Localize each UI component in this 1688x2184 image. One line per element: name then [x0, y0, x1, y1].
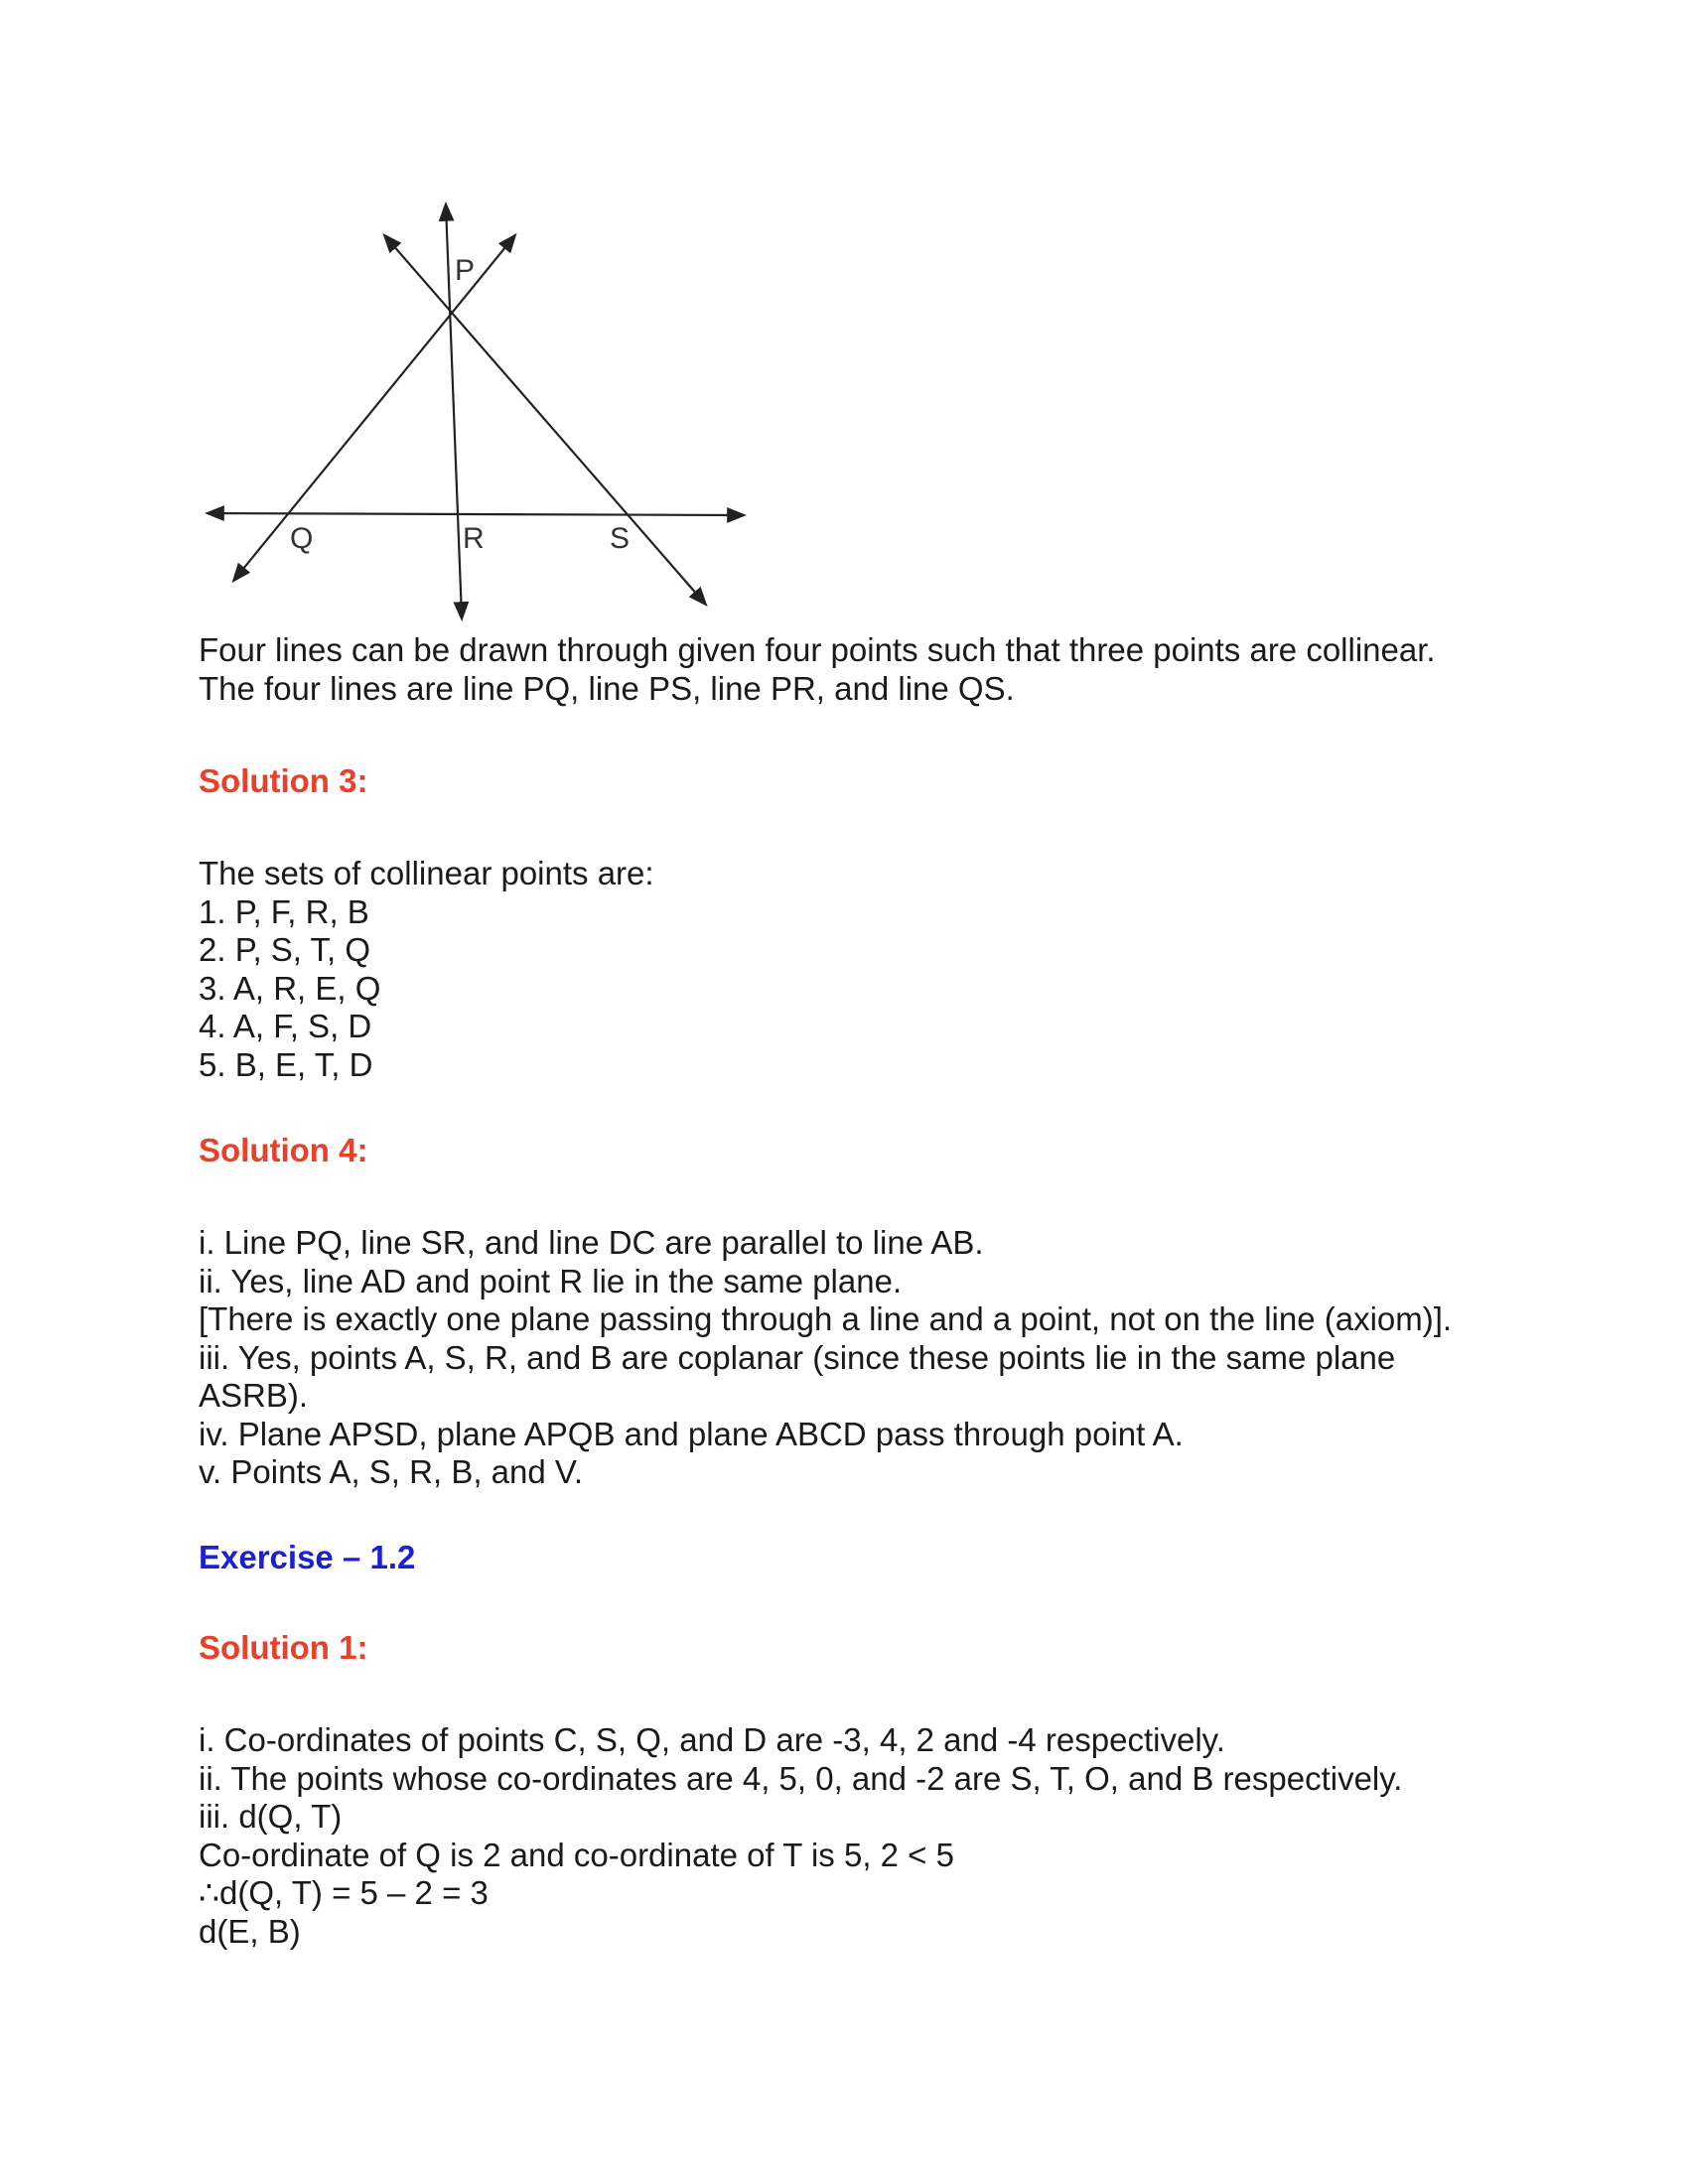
list-item: 2. P, S, T, Q: [199, 931, 371, 968]
text-line: d(E, B): [199, 1912, 301, 1950]
text-line: ∴d(Q, T) = 5 – 2 = 3: [199, 1874, 489, 1911]
intro-text: [199, 631, 1509, 708]
text-line: Four lines can be drawn through given four points such that three points are collinear.: [199, 631, 1436, 668]
list-item: 4. A, F, S, D: [199, 1008, 372, 1044]
solution-1-heading: Solution 1:: [199, 1629, 368, 1666]
text-line: Co-ordinate of Q is 2 and co-ordinate of T is 5, 2 < 5: [199, 1836, 954, 1873]
text-line: ii. The points whose co-ordinates are 4, 5, 0, and -2 are S, T, O, and B respectively.: [199, 1759, 1403, 1797]
solution-1-body: [199, 1721, 1509, 1951]
text-line: ii. Yes, line AD and point R lie in the same plane.: [199, 1262, 903, 1299]
text-line: iv. Plane APSD, plane APQB and plane ABCD pass through point A.: [199, 1415, 1184, 1452]
text-line: iii. d(Q, T): [199, 1798, 343, 1835]
text-line: The sets of collinear points are:: [199, 855, 654, 891]
text-line: [There is exactly one plane passing through a line and a point, not on the line (axiom)].: [199, 1300, 1453, 1337]
point-label-r: R: [463, 522, 485, 555]
list-item: 5. B, E, T, D: [199, 1045, 373, 1083]
solution-4-heading: Solution 4:: [199, 1132, 368, 1168]
list-item: 1. P, F, R, B: [199, 892, 369, 930]
text-line: v. Points A, S, R, B, and V.: [199, 1453, 584, 1490]
solution-3-heading: Solution 3:: [199, 762, 368, 799]
text-line: iii. Yes, points A, S, R, and B are coplanar (since these points lie in the same plane: [199, 1338, 1396, 1376]
solution-4-body: [199, 1224, 1509, 1492]
text-line: i. Line PQ, line SR, and line DC are parallel to line AB.: [199, 1224, 984, 1261]
text-line: i. Co-ordinates of points C, S, Q, and D are -3, 4, 2 and -4 respectively.: [199, 1721, 1225, 1758]
solution-3-body: [199, 855, 1509, 1084]
list-item: 3. A, R, E, Q: [199, 969, 381, 1007]
point-label-p: P: [455, 254, 476, 287]
exercise-heading: Exercise – 1.2: [199, 1539, 416, 1575]
point-label-s: S: [610, 522, 631, 555]
text-line: ASRB).: [199, 1377, 309, 1414]
line-ps: [385, 236, 705, 604]
collinear-lines-figure: [194, 194, 770, 640]
point-label-q: Q: [290, 522, 314, 555]
text-line: The four lines are line PQ, line PS, line PR, and line QS.: [199, 669, 1015, 707]
